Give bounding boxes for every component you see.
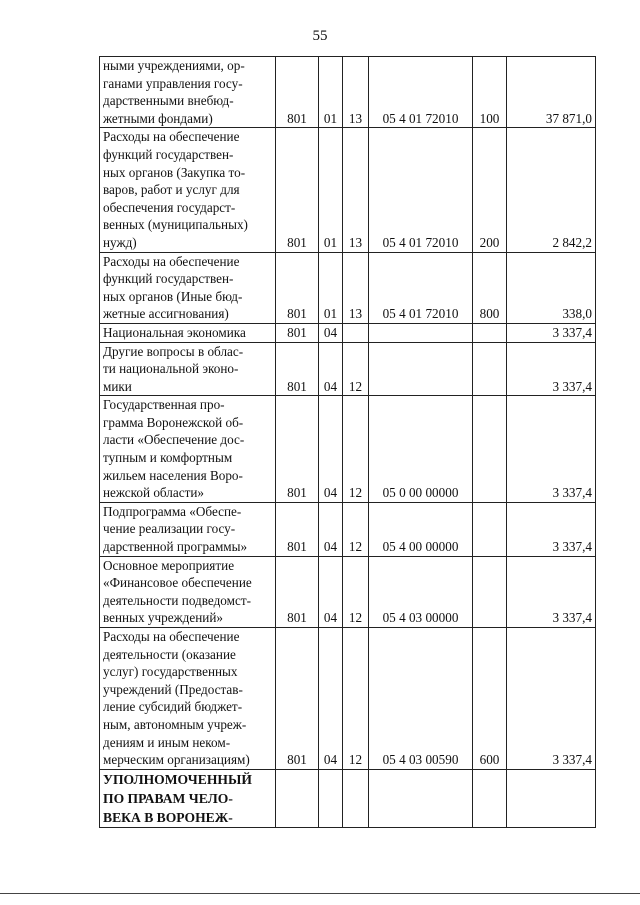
amount-cell: 3 337,4 bbox=[507, 628, 596, 770]
table-row bbox=[100, 128, 596, 252]
amount-cell: 3 337,4 bbox=[507, 342, 596, 396]
row-name-cell bbox=[100, 128, 276, 252]
expense-type-cell: 100 bbox=[473, 57, 507, 128]
budget-table-body bbox=[100, 57, 596, 828]
ministry-code-cell: 801 bbox=[276, 556, 319, 627]
row-name-text: Подпрограмма «Обеспе- чение реализации госу- дарственной программы» bbox=[103, 503, 248, 555]
target-article-cell bbox=[369, 323, 473, 342]
amount-cell: 3 337,4 bbox=[507, 323, 596, 342]
ministry-code-cell: 801 bbox=[276, 396, 319, 503]
table-row bbox=[100, 323, 596, 342]
target-article-cell: 05 4 00 00000 bbox=[369, 502, 473, 556]
section-cell bbox=[319, 769, 343, 827]
section-cell: 04 bbox=[319, 502, 343, 556]
row-name-text: ными учреждениями, ор- ганами управления госу- дарственными внебюд- жетными фондами) bbox=[103, 58, 245, 126]
table-row bbox=[100, 396, 596, 503]
row-name-text: Государственная про- грамма Воронежской об- ласти «Обеспечение дос- тупным и комфортным жильем населения Воро- нежской области» bbox=[103, 397, 245, 501]
subsection-cell: 12 bbox=[343, 396, 369, 503]
subsection-cell: 13 bbox=[343, 128, 369, 252]
expense-type-cell bbox=[473, 556, 507, 627]
subsection-cell: 12 bbox=[343, 502, 369, 556]
section-cell: 04 bbox=[319, 323, 343, 342]
ministry-code-cell: 801 bbox=[276, 323, 319, 342]
table-row bbox=[100, 556, 596, 627]
row-name-text: Расходы на обеспечение функций государствен- ных органов (Иные бюд- жетные ассигнования) bbox=[103, 253, 243, 322]
row-name-text: Другие вопросы в облас- ти национальной эконо- мики bbox=[103, 343, 244, 394]
section-cell: 01 bbox=[319, 252, 343, 323]
expense-type-cell: 200 bbox=[473, 128, 507, 252]
ministry-code-cell: 801 bbox=[276, 628, 319, 770]
subsection-cell: 12 bbox=[343, 342, 369, 396]
ministry-code-cell: 801 bbox=[276, 502, 319, 556]
row-name-text: Национальная экономика bbox=[103, 324, 246, 340]
amount-cell: 37 871,0 bbox=[507, 57, 596, 128]
table-row bbox=[100, 57, 596, 128]
page-number: 55 bbox=[312, 28, 328, 44]
expense-type-cell bbox=[473, 769, 507, 827]
target-article-cell: 05 4 01 72010 bbox=[369, 252, 473, 323]
row-name-text: Расходы на обеспечение функций государствен- ных органов (Закупка то- варов, работ и услуг для обеспечения государст- венных (муниципальных) нужд) bbox=[103, 129, 248, 250]
subsection-cell: 12 bbox=[343, 628, 369, 770]
row-name-cell bbox=[100, 396, 276, 503]
ministry-code-cell: 801 bbox=[276, 128, 319, 252]
ministry-code-cell: 801 bbox=[276, 57, 319, 128]
expense-type-cell bbox=[473, 396, 507, 503]
expense-type-cell: 600 bbox=[473, 628, 507, 770]
amount-cell bbox=[507, 769, 596, 827]
row-name-cell bbox=[100, 342, 276, 396]
subsection-cell: 12 bbox=[343, 556, 369, 627]
row-name-cell bbox=[100, 556, 276, 627]
section-cell: 04 bbox=[319, 342, 343, 396]
row-name-cell bbox=[100, 323, 276, 342]
section-cell: 04 bbox=[319, 396, 343, 503]
row-name-cell bbox=[100, 57, 276, 128]
section-cell: 04 bbox=[319, 556, 343, 627]
amount-cell: 3 337,4 bbox=[507, 502, 596, 556]
section-cell: 04 bbox=[319, 628, 343, 770]
row-name-cell bbox=[100, 628, 276, 770]
target-article-cell bbox=[369, 769, 473, 827]
expense-type-cell bbox=[473, 342, 507, 396]
budget-table bbox=[99, 56, 596, 828]
ministry-code-cell: 801 bbox=[276, 342, 319, 396]
expense-type-cell bbox=[473, 323, 507, 342]
row-name-text: Расходы на обеспечение деятельности (оказание услуг) государственных учреждений (Предостав- ление субсидий бюджет- ным, автономным учреж- дениям и иным неком- мерческим организациям) bbox=[103, 629, 250, 768]
target-article-cell: 05 4 03 00590 bbox=[369, 628, 473, 770]
amount-cell: 338,0 bbox=[507, 252, 596, 323]
ministry-code-cell bbox=[276, 769, 319, 827]
row-name-cell bbox=[100, 252, 276, 323]
target-article-cell: 05 4 03 00000 bbox=[369, 556, 473, 627]
row-name-text: Основное мероприятие «Финансовое обеспечение деятельности подведомст- венных учреждений» bbox=[103, 557, 252, 626]
section-cell: 01 bbox=[319, 57, 343, 128]
expense-type-cell bbox=[473, 502, 507, 556]
row-name-cell bbox=[100, 769, 276, 827]
row-name-text: УПОЛНОМОЧЕННЫЙ ПО ПРАВАМ ЧЕЛО- ВЕКА В ВОРОНЕЖ- bbox=[103, 771, 252, 825]
amount-cell: 3 337,4 bbox=[507, 556, 596, 627]
table-row bbox=[100, 769, 596, 827]
page-bottom-rule bbox=[0, 893, 640, 894]
subsection-cell bbox=[343, 769, 369, 827]
target-article-cell: 05 4 01 72010 bbox=[369, 57, 473, 128]
table-row bbox=[100, 342, 596, 396]
expense-type-cell: 800 bbox=[473, 252, 507, 323]
ministry-code-cell: 801 bbox=[276, 252, 319, 323]
amount-cell: 2 842,2 bbox=[507, 128, 596, 252]
amount-cell: 3 337,4 bbox=[507, 396, 596, 503]
table-row bbox=[100, 252, 596, 323]
subsection-cell: 13 bbox=[343, 57, 369, 128]
subsection-cell bbox=[343, 323, 369, 342]
target-article-cell: 05 0 00 00000 bbox=[369, 396, 473, 503]
subsection-cell: 13 bbox=[343, 252, 369, 323]
target-article-cell: 05 4 01 72010 bbox=[369, 128, 473, 252]
section-cell: 01 bbox=[319, 128, 343, 252]
table-row bbox=[100, 628, 596, 770]
table-row bbox=[100, 502, 596, 556]
row-name-cell bbox=[100, 502, 276, 556]
target-article-cell bbox=[369, 342, 473, 396]
